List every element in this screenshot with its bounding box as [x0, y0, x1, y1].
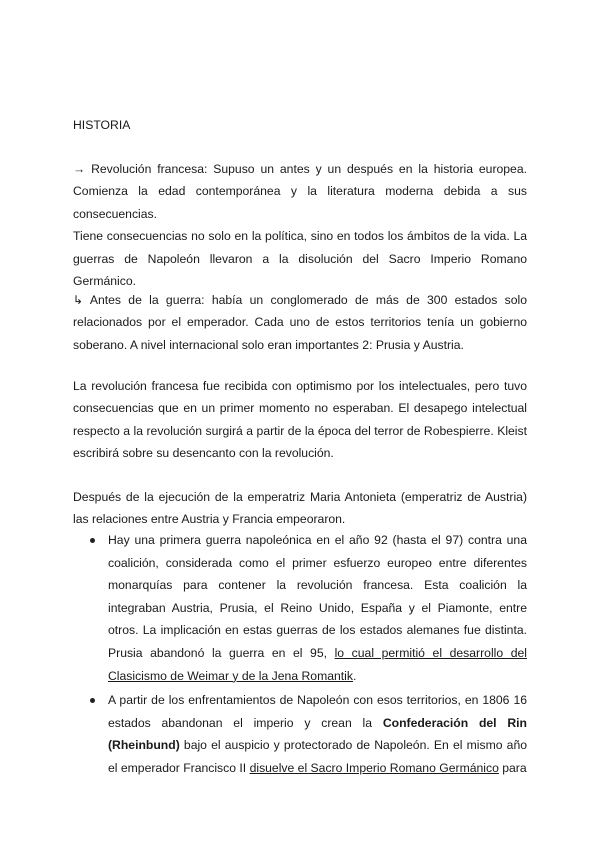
list-item [73, 529, 527, 687]
paragraph-text-continued: Tiene consecuencias no solo en la política, sino en todos los ámbitos de la vida. La guerras de Napoleón llevaron a la disolución del Sacro Imperio Romano Germánico. [73, 229, 527, 289]
paragraph-revolucion [73, 158, 527, 292]
list-item [73, 689, 527, 779]
page-title: HISTORIA [73, 118, 131, 132]
arrow-return-icon: ↳ [73, 293, 84, 307]
list-item-text-2: bajo el auspicio y protectorado de Napoleón. En el mismo año el emperador Francisco II [108, 738, 527, 775]
list-item-end: . [352, 668, 357, 683]
bullet-icon [90, 538, 95, 543]
bullet-list [73, 529, 527, 782]
bold-text: Confederación del Rin (Rheinbund) [108, 715, 527, 753]
underlined-text: disuelve el Sacro Imperio Romano Germánico [249, 760, 499, 775]
arrow-right-icon: → [73, 162, 86, 176]
paragraph-maria-antonieta: Después de la ejecución de la emperatriz Maria Antonieta (emperatriz de Austria) las relaciones entre Austria y Francia empeoraron. [73, 490, 527, 527]
paragraph-intelectuales: La revolución francesa fue recibida con optimismo por los intelectuales, pero tuvo consecuencias que en un primer momento no esperaban. El desapego intelectual respecto a la revolución surgirá a partir de la época del terror de Robespierre. Kleist escribirá sobre su desencanto con la revolución. [73, 379, 527, 461]
bullet-icon [90, 698, 95, 703]
list-item-text: Hay una primera guerra napoleónica en el año 92 (hasta el 97) contra una coalición, considerada como el primer esfuerzo europeo entre diferentes monarquías para contener la revolución francesa. Esta coalición la integraban Austria, Prusia, el Reino Unido, España y el Piamonte, entre otros. La implicación en estas guerras de los estados alemanes fue distinta. Prusia abandonó la guerra en el 95, [108, 533, 527, 660]
paragraph-antes-guerra [73, 289, 527, 356]
underlined-text: lo cual permitió el desarrollo del Clasicismo de Weimar y de la Jena Romantik [108, 645, 527, 683]
list-item-text-3: para [498, 760, 527, 775]
paragraph-text: Revolución francesa: Supuso un antes y un después en la historia europea. Comienza la edad contemporánea y la literatura moderna debida a sus consecuencias. [73, 162, 527, 221]
list-item-text: A partir de los enfrentamientos de Napoleón con esos territorios, en 1806 16 estados abandonan el imperio y crean la [108, 693, 527, 730]
paragraph-text: Antes de la guerra: había un conglomerado de más de 300 estados solo relacionados por el emperador. Cada uno de estos territorios tenía un gobierno soberano. A nivel internacional solo eran importantes 2: Prusia y Austria. [73, 293, 527, 352]
